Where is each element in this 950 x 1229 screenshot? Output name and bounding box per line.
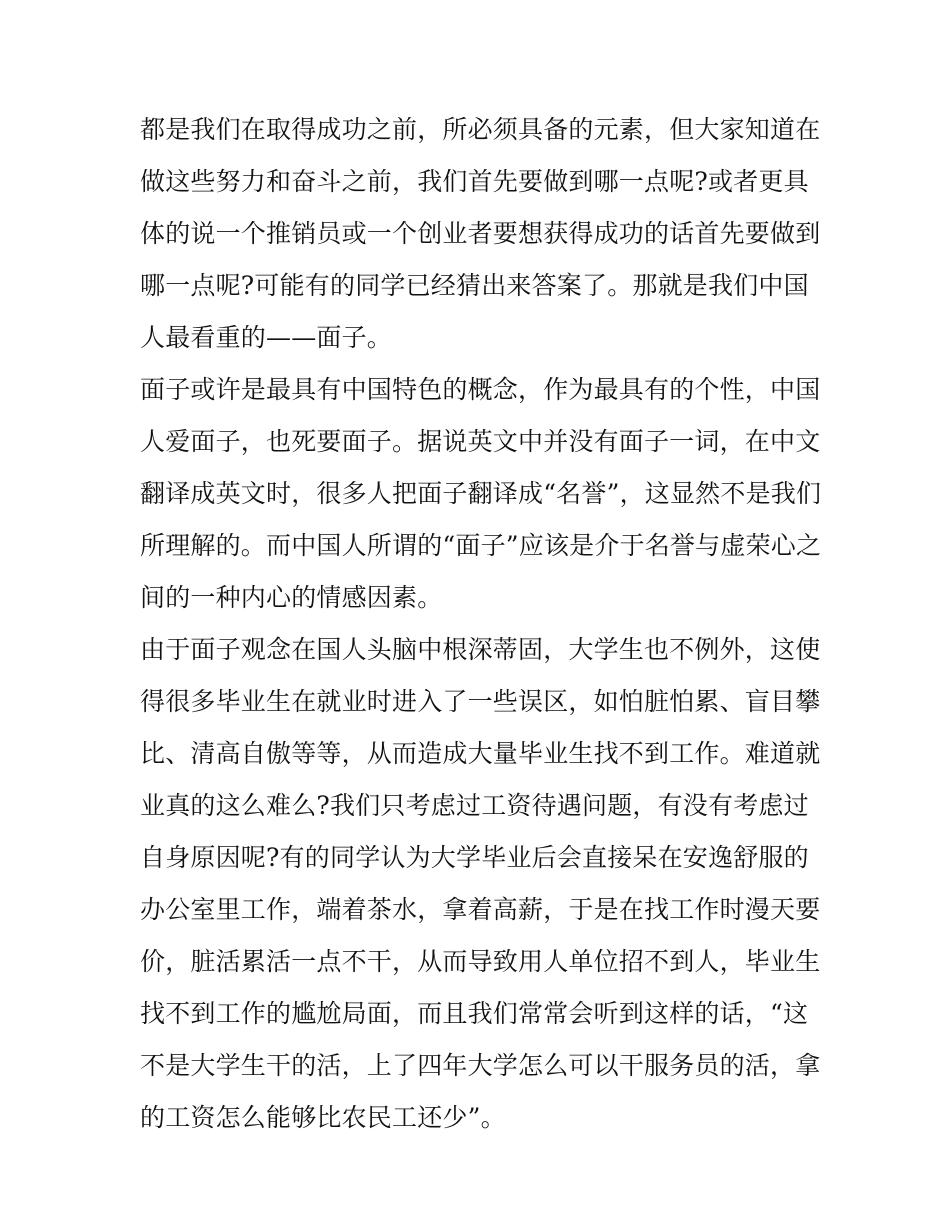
- paragraph-1: [140, 104, 821, 364]
- text-line: 不是大学生干的活，上了四年大学怎么可以干服务员的活，拿: [140, 1051, 821, 1080]
- text-line: 业真的这么难么?我们只考虑过工资待遇问题，有没有考虑过: [140, 791, 809, 820]
- text-line: 所理解的。而中国人所谓的“面子”应该是介于名誉与虚荣心之: [140, 531, 822, 560]
- paragraph-3: [140, 624, 821, 1144]
- text-line: 比、清高自傲等等，从而造成大量毕业生找不到工作。难道就: [140, 739, 821, 768]
- text-line: 由于面子观念在国人头脑中根深蒂固，大学生也不例外，这使: [140, 635, 821, 664]
- text-line: 哪一点呢?可能有的同学已经猜出来答案了。那就是我们中国: [140, 271, 809, 300]
- text-line: 自身原因呢?有的同学认为大学毕业后会直接呆在安逸舒服的: [140, 843, 809, 872]
- document-body: [140, 104, 822, 1144]
- text-line: 做这些努力和奋斗之前，我们首先要做到哪一点呢?或者更具: [140, 167, 809, 196]
- text-line: 面子或许是最具有中国特色的概念，作为最具有的个性，中国: [140, 375, 821, 404]
- text-line: 体的说一个推销员或一个创业者要想获得成功的话首先要做到: [140, 219, 821, 248]
- text-line: 间的一种内心的情感因素。: [140, 583, 443, 612]
- text-line: 的工资怎么能够比农民工还少”。: [140, 1103, 506, 1132]
- paragraph-2: [140, 364, 822, 624]
- text-line: 办公室里工作，端着茶水，拿着高薪，于是在找工作时漫天要: [140, 895, 821, 924]
- text-line: 得很多毕业生在就业时进入了一些误区，如怕脏怕累、盲目攀: [140, 687, 821, 716]
- text-line: 价，脏活累活一点不干，从而导致用人单位招不到人，毕业生: [140, 947, 821, 976]
- text-line: 都是我们在取得成功之前，所必须具备的元素，但大家知道在: [140, 115, 821, 144]
- text-line: 人爱面子，也死要面子。据说英文中并没有面子一词，在中文: [140, 427, 821, 456]
- text-line: 翻译成英文时，很多人把面子翻译成“名誉”，这显然不是我们: [140, 479, 822, 508]
- text-line: 人最看重的——面子。: [140, 323, 393, 352]
- text-line: 找不到工作的尴尬局面，而且我们常常会听到这样的话，“这: [140, 999, 809, 1028]
